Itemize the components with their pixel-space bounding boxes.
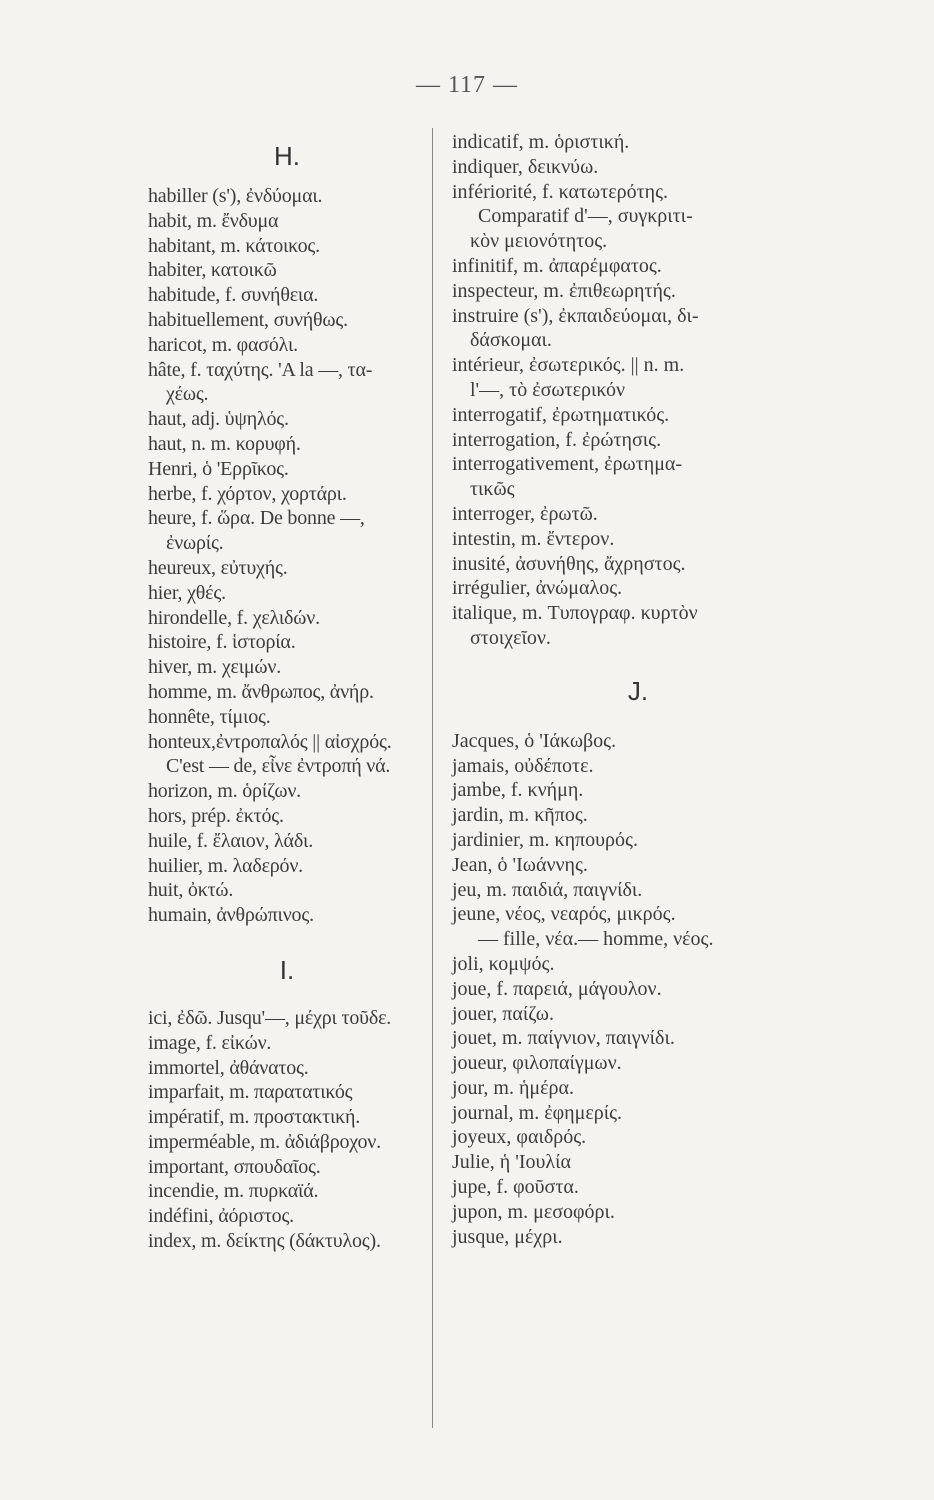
dictionary-line: hiver, m. χειμών. <box>148 656 282 679</box>
dictionary-line: image, f. εἰκών. <box>148 1031 272 1054</box>
dictionary-line: heure, f. ὥρα. De bonne —, <box>148 507 365 530</box>
dictionary-line: hier, χθές. <box>148 581 226 604</box>
dictionary-line: στοιχεῖον. <box>470 626 551 649</box>
dictionary-line: inusité, ἀσυνήθης, ἄχρηστος. <box>452 552 686 575</box>
dictionary-line: — fille, νέα.— homme, νέος. <box>478 928 714 951</box>
dictionary-line: κὸν μειονότητος. <box>470 230 608 253</box>
dictionary-line: jupe, f. φοῦστα. <box>452 1176 579 1199</box>
dictionary-line: jardinier, m. κηπουρός. <box>452 828 638 851</box>
dictionary-line: habitude, f. συνήθεια. <box>148 284 319 307</box>
dictionary-line: jamais, οὐδέποτε. <box>452 754 594 777</box>
dictionary-line: Jacques, ὁ 'Ιάκωβος. <box>452 729 617 752</box>
dictionary-line: habiller (s'), ἐνδύομαι. <box>148 185 323 207</box>
dictionary-line: imparfait, m. παρατατικός <box>148 1081 353 1104</box>
dictionary-line: huit, ὀκτώ. <box>148 879 234 902</box>
dictionary-line: joueur, φιλοπαίγμων. <box>452 1052 622 1075</box>
entries-h <box>148 184 426 928</box>
dictionary-line: index, m. δείκτης (δάκτυλος). <box>148 1230 381 1253</box>
dictionary-line: jusque, μέχρι. <box>452 1225 563 1248</box>
left-column <box>148 130 426 1254</box>
dictionary-line: δάσκομαι. <box>470 329 552 352</box>
dictionary-line: haut, n. m. κορυφή. <box>148 432 301 455</box>
dictionary-line: irrégulier, ἀνώμαλος. <box>452 577 623 600</box>
section-heading-j: J. <box>627 675 649 706</box>
dictionary-line: humain, ἀνθρώπινος. <box>148 904 314 927</box>
dictionary-line: italique, m. Τυπογραφ. κυρτὸν <box>452 602 698 625</box>
dictionary-line: interrogation, f. ἐρώτησις. <box>452 428 662 451</box>
dictionary-line: journal, m. ἐφημερίς. <box>452 1101 623 1124</box>
dictionary-line: important, σπουδαῖος. <box>148 1155 321 1178</box>
dictionary-line: Comparatif d'—, συγκριτι- <box>478 205 693 228</box>
dictionary-line: Jean, ὁ 'Ιωάννης. <box>452 853 588 876</box>
entries-i-continued <box>452 130 824 651</box>
dictionary-line: honnête, τίμιος. <box>148 705 271 728</box>
dictionary-line: habit, m. ἔνδυμα <box>148 209 279 232</box>
dictionary-line: infériorité, f. κατωτερότης. <box>452 180 669 203</box>
dictionary-line: heureux, εὐτυχής. <box>148 556 288 579</box>
dictionary-line: instruire (s'), ἐκπαιδεύομαι, δι- <box>452 304 699 327</box>
page-number: — 117 — <box>415 72 519 98</box>
dictionary-line: jeu, m. παιδιά, παιγνίδι. <box>452 878 643 901</box>
dictionary-line: interroger, ἐρωτῶ. <box>452 502 598 525</box>
dictionary-line: indicatif, m. ὁριστική. <box>452 131 630 153</box>
dictionary-line: histoire, f. ἱστορία. <box>148 631 296 654</box>
dictionary-line: habitant, m. κάτοικος. <box>148 234 320 257</box>
entries-i <box>148 1006 426 1254</box>
dictionary-line: jouet, m. παίγνιον, παιγνίδι. <box>452 1027 675 1050</box>
dictionary-line: horizon, m. ὁρίζων. <box>148 780 301 803</box>
column-divider <box>432 128 433 1428</box>
dictionary-line: C'est — de, εἶνε ἐντροπή νά. <box>166 755 391 778</box>
dictionary-line: habituellement, συνήθως. <box>148 308 348 331</box>
dictionary-line: jardin, m. κῆπος. <box>452 804 588 827</box>
dictionary-line: jouer, παίζω. <box>452 1002 554 1025</box>
dictionary-line: jambe, f. κνήμη. <box>452 779 584 802</box>
right-column <box>452 130 824 1249</box>
dictionary-line: inspecteur, m. ἐπιθεωρητής. <box>452 279 676 302</box>
dictionary-line: indiquer, δεικνύω. <box>452 155 599 178</box>
dictionary-line: jour, m. ἡμέρα. <box>452 1076 575 1099</box>
dictionary-line: joue, f. παρειά, μάγουλον. <box>452 977 662 1000</box>
dictionary-line: immortel, ἀθάνατος. <box>148 1056 309 1079</box>
dictionary-line: hors, prép. ἐκτός. <box>148 804 284 827</box>
dictionary-line: τικῶς <box>470 478 515 501</box>
dictionary-line: joyeux, φαιδρός. <box>452 1126 587 1149</box>
dictionary-line: impératif, m. προστακτική. <box>148 1106 361 1129</box>
dictionary-line: indéfini, ἀόριστος. <box>148 1205 294 1228</box>
dictionary-line: Julie, ἡ 'Ιουλία <box>452 1151 571 1174</box>
dictionary-line: l'—, τὸ ἐσωτερικόν <box>470 378 626 401</box>
dictionary-line: jupon, m. μεσοφόρι. <box>452 1200 615 1223</box>
dictionary-line: homme, m. ἄνθρωπος, ἀνήρ. <box>148 680 374 703</box>
dictionary-line: intérieur, ἐσωτερικός. || n. m. <box>452 354 685 377</box>
dictionary-line: jeune, νέος, νεαρός, μικρός. <box>452 903 676 926</box>
dictionary-line: huile, f. ἔλαιον, λάδι. <box>148 829 314 852</box>
dictionary-line: χέως. <box>166 383 209 406</box>
dictionary-line: interrogatif, ἐρωτηματικός. <box>452 403 670 426</box>
dictionary-line: joli, κομψός. <box>452 952 555 975</box>
section-heading-i: I. <box>279 954 295 985</box>
dictionary-line: haut, adj. ὑψηλός. <box>148 408 289 431</box>
dictionary-line: Henri, ὁ 'Ερρῖκος. <box>148 457 289 480</box>
dictionary-line: hâte, f. ταχύτης. 'A la —, τα- <box>148 358 373 381</box>
dictionary-line: infinitif, m. ἀπαρέμφατος. <box>452 254 662 277</box>
dictionary-line: honteux,ἐντροπαλός || αἰσχρός. <box>148 730 392 753</box>
dictionary-line: imperméable, m. ἀδιάβροχον. <box>148 1130 381 1153</box>
dictionary-line: habiter, κατοικῶ <box>148 259 277 282</box>
dictionary-line: incendie, m. πυρκαϊά. <box>148 1180 319 1203</box>
dictionary-line: interrogativement, ἐρωτημα- <box>452 453 683 476</box>
dictionary-line: intestin, m. ἔντερον. <box>452 527 615 550</box>
dictionary-line: hirondelle, f. χελιδών. <box>148 606 320 629</box>
section-heading-h: H. <box>274 141 300 171</box>
dictionary-line: ici, ἐδῶ. Jusqu'—, μέχρι τοῦδε. <box>148 1006 392 1029</box>
dictionary-line: ἐνωρίς. <box>166 532 224 555</box>
dictionary-line: huilier, m. λαδερόν. <box>148 854 303 877</box>
dictionary-line: herbe, f. χόρτον, χορτάρι. <box>148 482 347 505</box>
entries-j <box>452 729 824 1250</box>
dictionary-line: haricot, m. φασόλι. <box>148 333 298 356</box>
